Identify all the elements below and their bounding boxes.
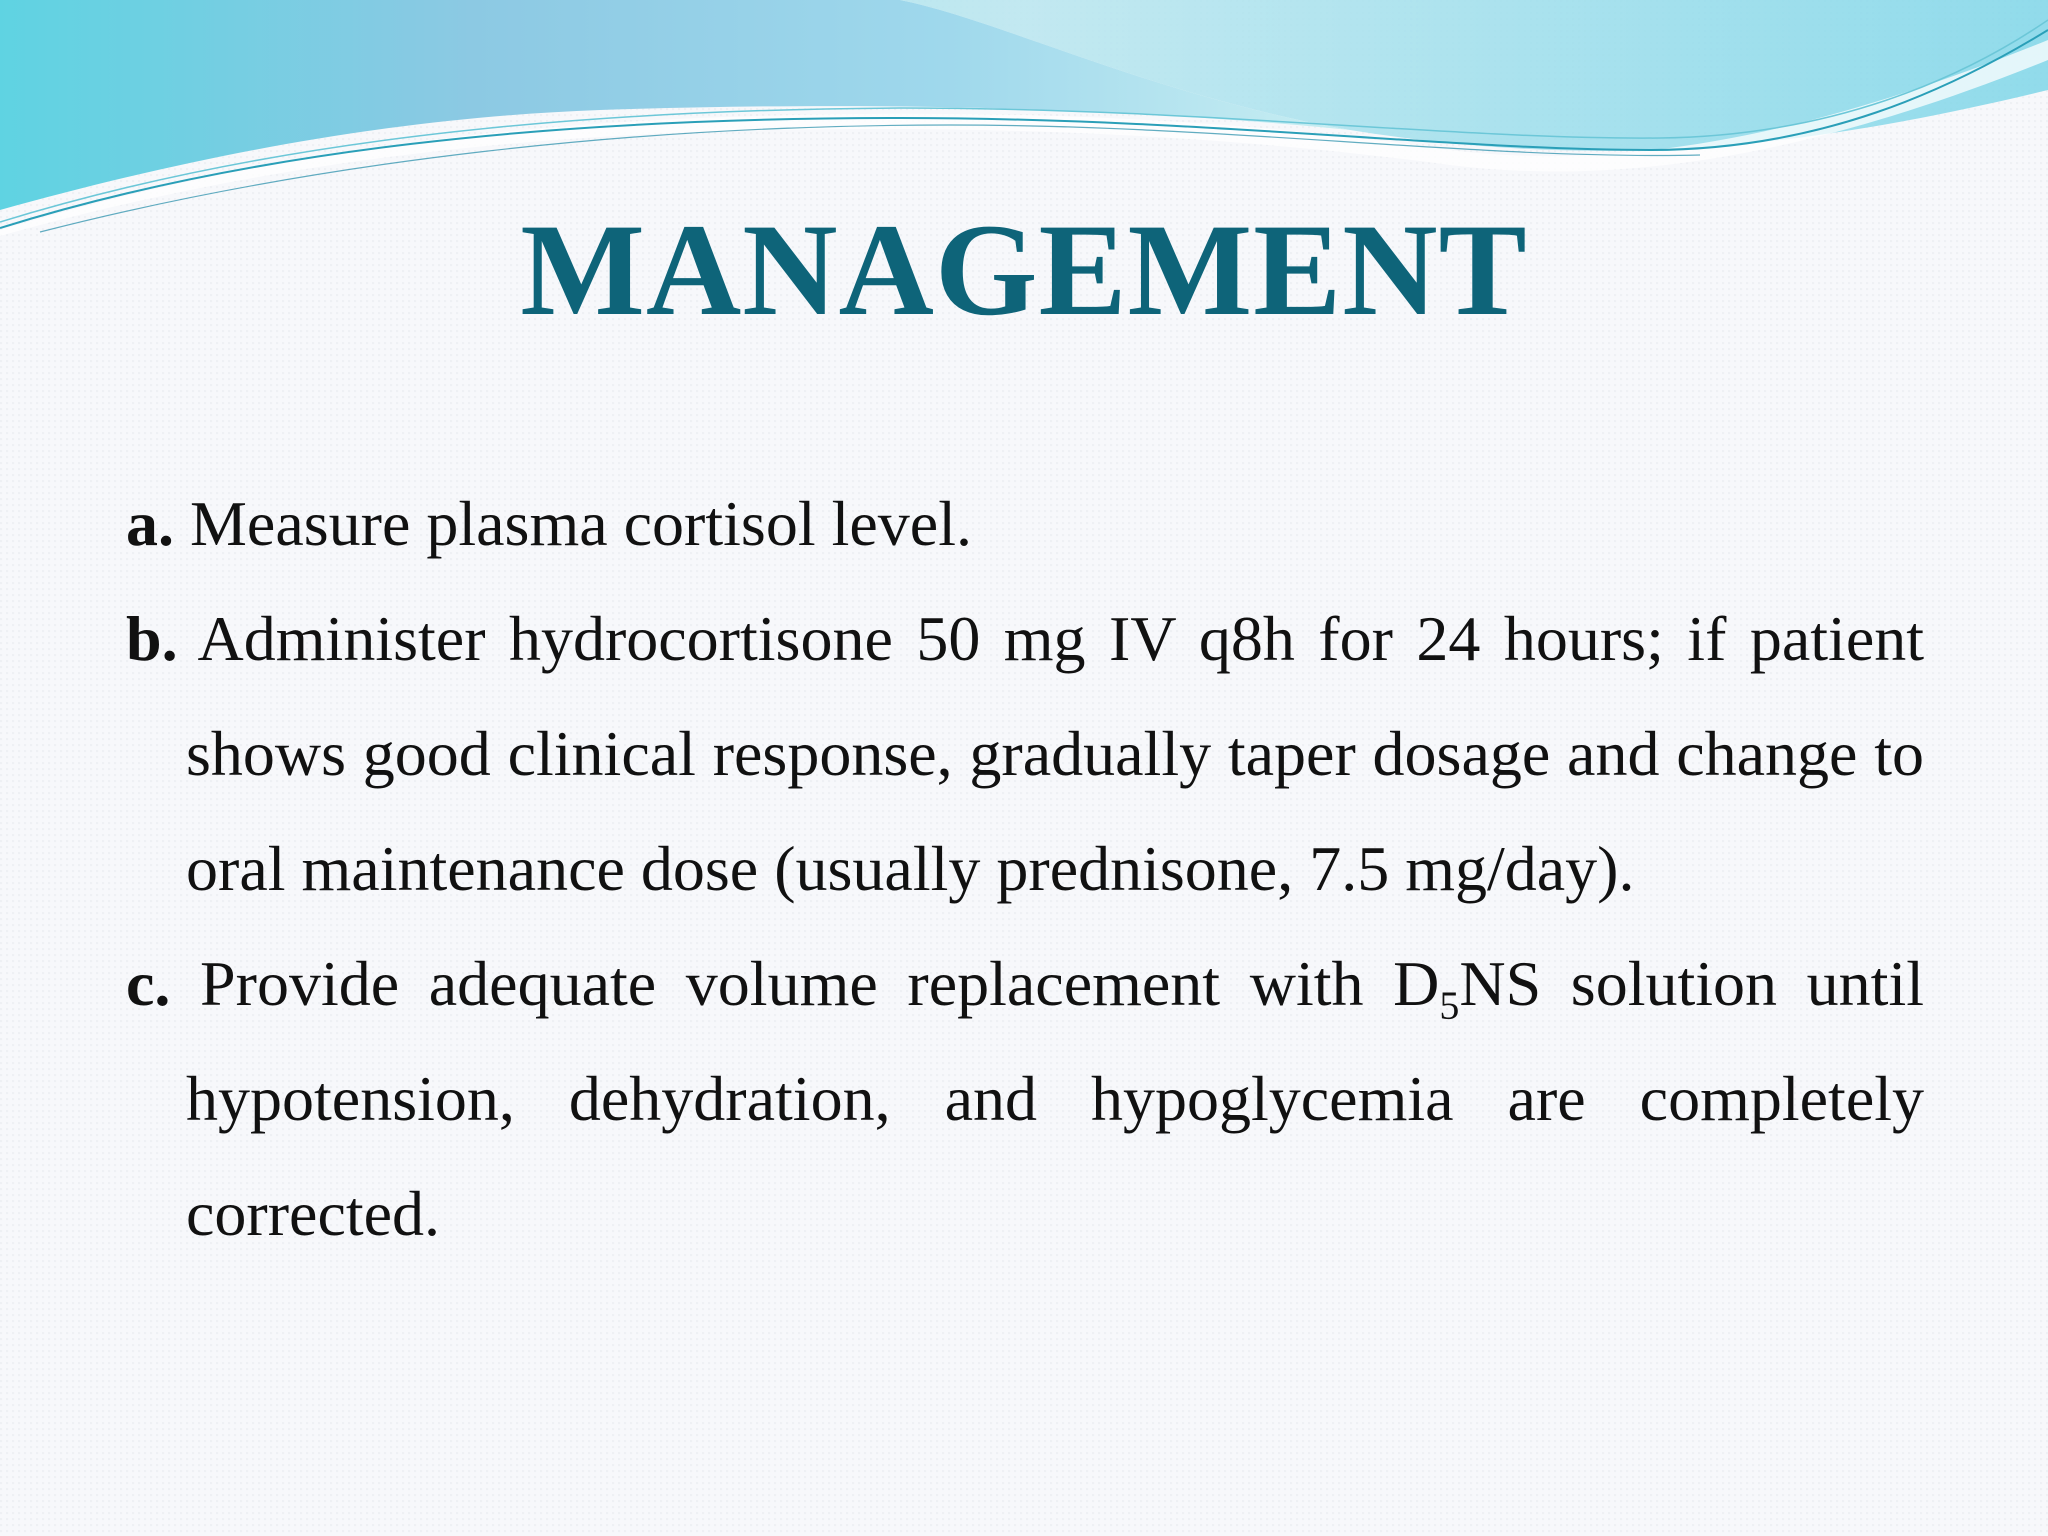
management-list <box>126 466 1924 1271</box>
item-text-b: Administer hydrocortisone 50 mg IV q8h for 24 hours; if patient shows good clinical response, gradually taper dosage and change to oral maintenance dose (usually prednisone, 7.5 mg/day). <box>186 603 1925 904</box>
list-item-b <box>126 581 1924 926</box>
item-text-c-before: Provide adequate volume replacement with D <box>200 948 1440 1019</box>
item-text-c-subscript: 5 <box>1439 983 1460 1028</box>
item-text-a: Measure plasma cortisol level. <box>190 488 972 559</box>
item-text-c-after: NS solution until hypotension, dehydration, and hypoglycemia are completely corrected. <box>186 948 1925 1249</box>
list-item-a <box>126 466 1924 581</box>
list-item-c <box>126 926 1924 1271</box>
item-letter-b: b. <box>126 603 178 674</box>
item-letter-c: c. <box>126 948 171 1019</box>
slide-title: MANAGEMENT <box>520 196 1528 343</box>
item-letter-a: a. <box>126 488 174 559</box>
